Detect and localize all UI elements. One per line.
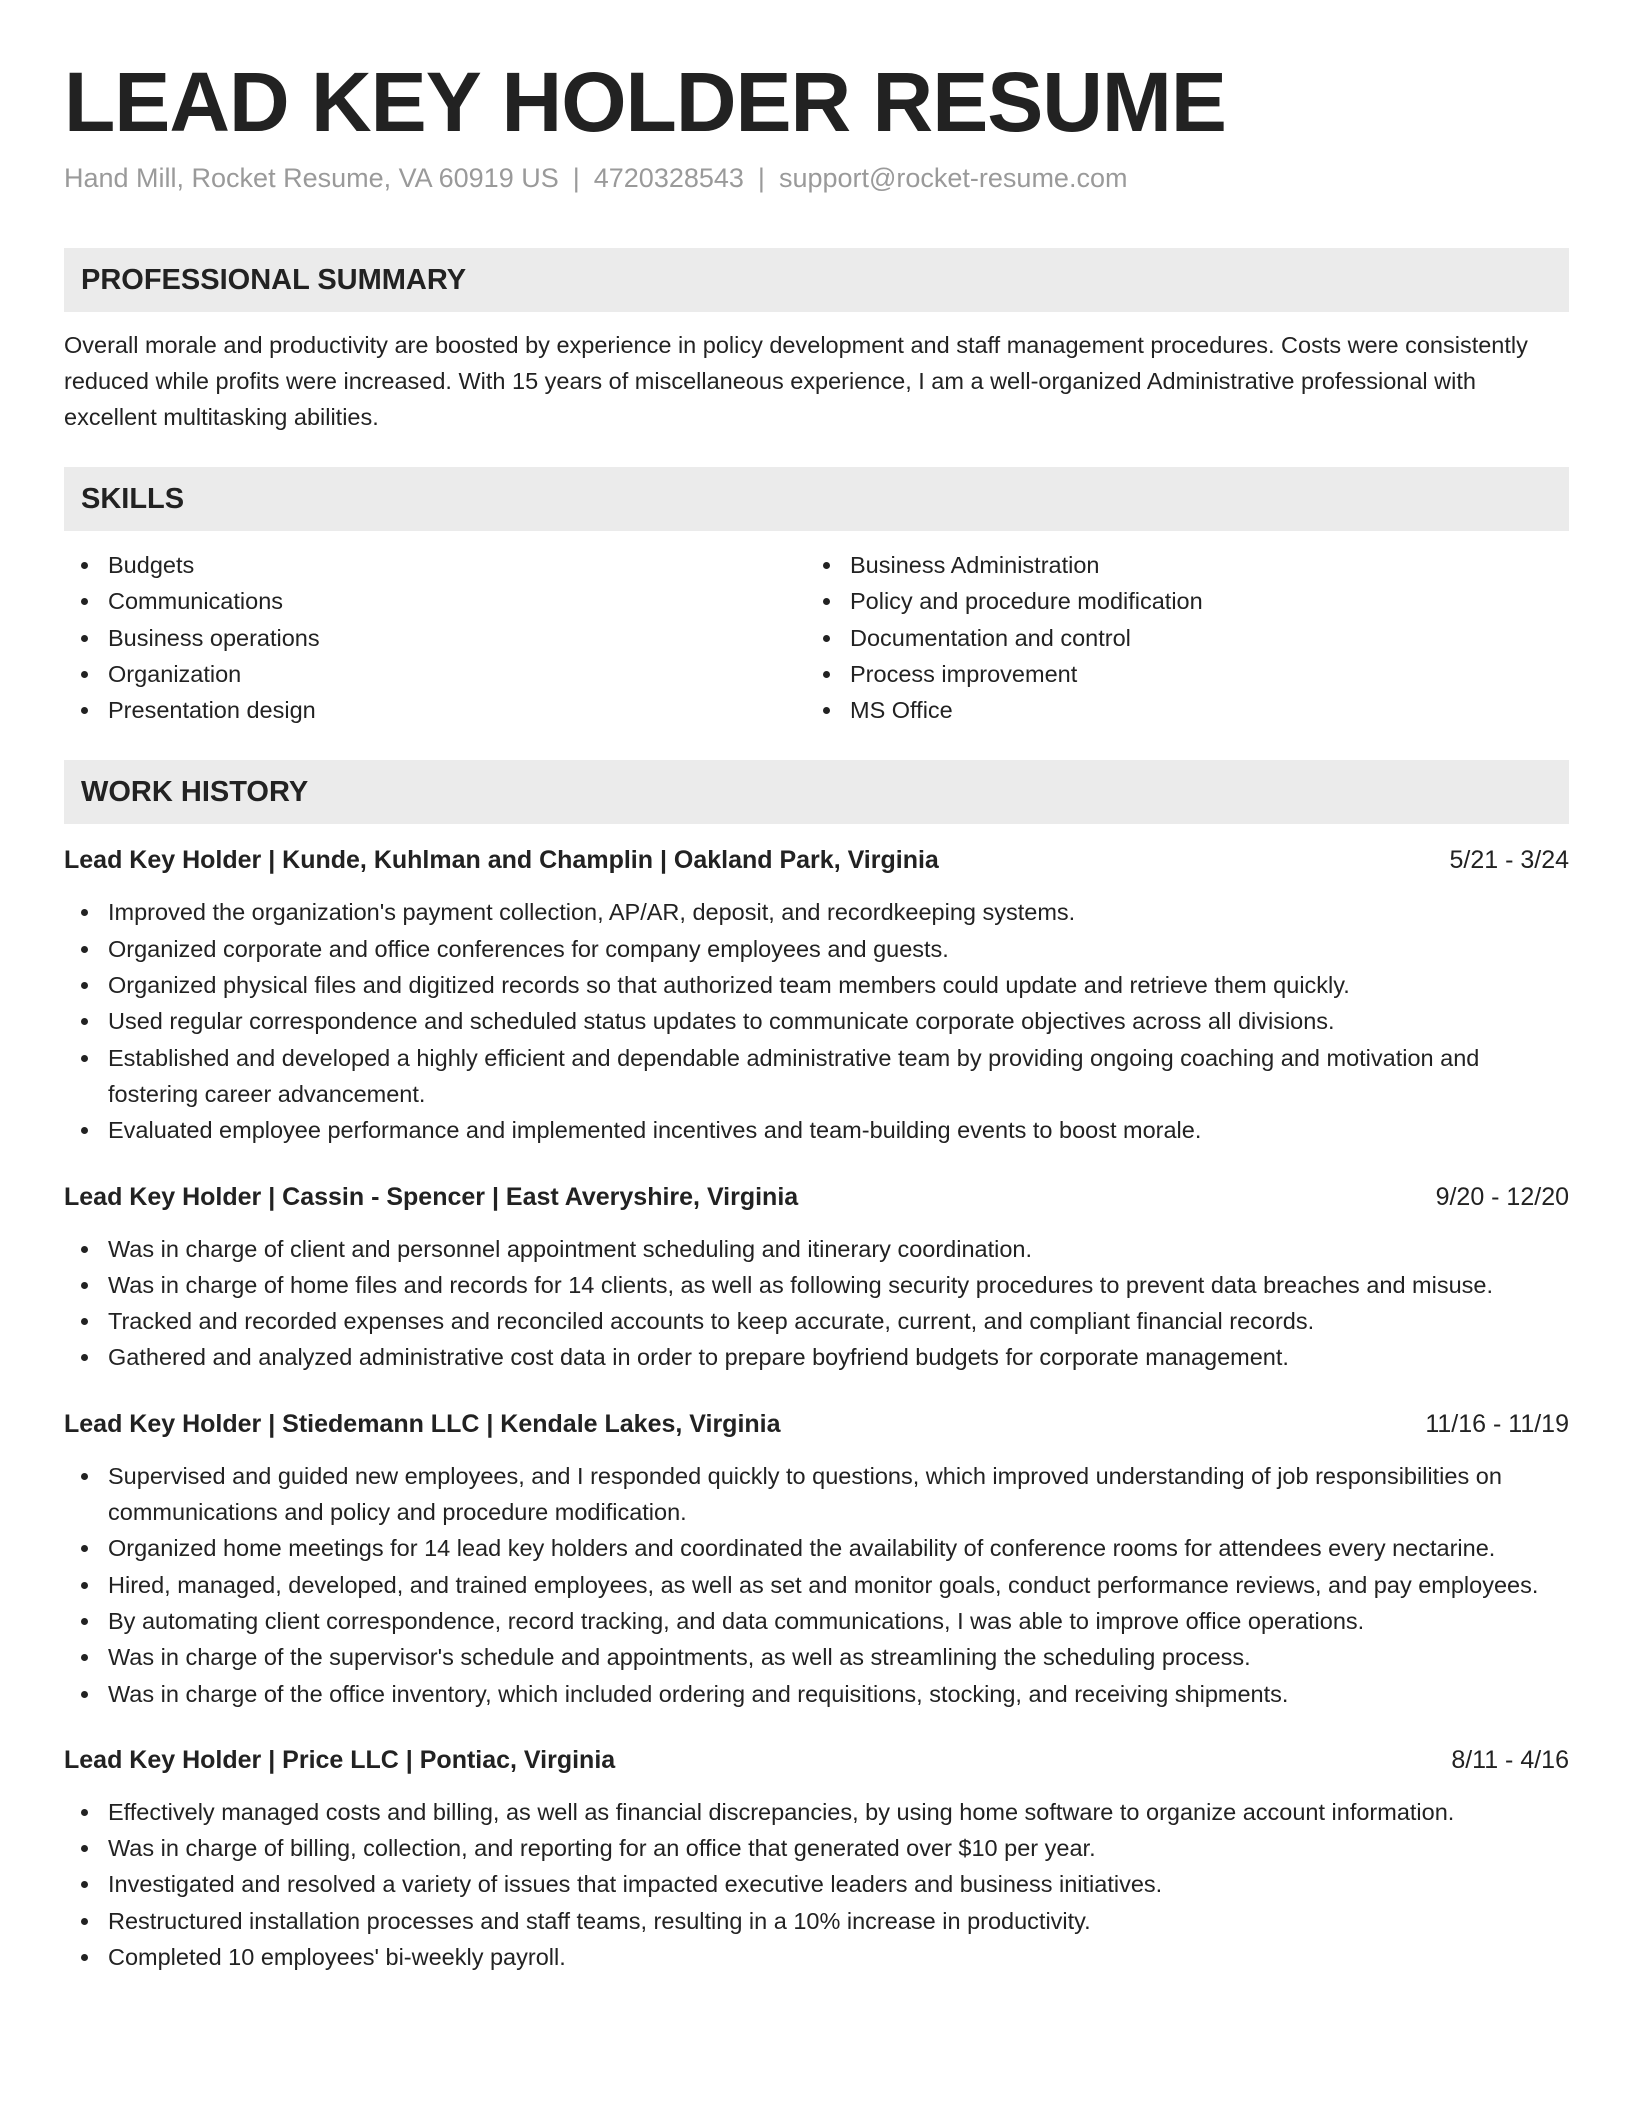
skill-item: Documentation and control <box>806 620 1548 656</box>
job-bullet: Tracked and recorded expenses and reconciled accounts to keep accurate, current, and compliant financial records. <box>64 1303 1569 1339</box>
job-entry <box>64 842 1569 1148</box>
job-bullet: Improved the organization's payment collection, AP/AR, deposit, and recordkeeping systems. <box>64 894 1569 930</box>
job-dates: 11/16 - 11/19 <box>1425 1409 1569 1438</box>
job-bullet: Organized home meetings for 14 lead key holders and coordinated the availability of conference rooms for attendees every nectarine. <box>64 1530 1569 1566</box>
contact-separator: | <box>757 163 765 193</box>
job-header <box>64 1406 1569 1442</box>
job-bullet-list <box>64 894 1569 1148</box>
skill-item: MS Office <box>806 692 1548 728</box>
job-title: Lead Key Holder | Stiedemann LLC | Kendale Lakes, Virginia <box>64 1409 781 1438</box>
contact-email: support@rocket-resume.com <box>778 163 1128 193</box>
job-bullet: By automating client correspondence, record tracking, and data communications, I was able to improve office operations. <box>64 1603 1569 1639</box>
job-bullet: Hired, managed, developed, and trained employees, as well as set and monitor goals, conduct performance reviews, and pay employees. <box>64 1567 1569 1603</box>
job-bullet: Was in charge of the office inventory, which included ordering and requisitions, stocking, and receiving shipments. <box>64 1676 1569 1712</box>
summary-text: Overall morale and productivity are boosted by experience in policy development and staff management procedures. Costs were consistently reduced while profits were increased. With 15 years of miscellaneous experience, I am a well-organized Administrative professional with excellent multitasking abilities. <box>64 332 1528 430</box>
job-bullet-list <box>64 1794 1569 1975</box>
job-bullet-list <box>64 1458 1569 1712</box>
work-history-section-header: WORK HISTORY <box>64 760 1569 824</box>
job-title: Lead Key Holder | Kunde, Kuhlman and Champlin | Oakland Park, Virginia <box>64 846 939 875</box>
job-title: Lead Key Holder | Cassin - Spencer | East Averyshire, Virginia <box>64 1182 799 1211</box>
contact-line <box>64 160 1569 196</box>
skill-item: Policy and procedure modification <box>806 583 1548 619</box>
skill-item: Presentation design <box>64 692 806 728</box>
skills-list <box>64 547 1569 728</box>
job-header <box>64 1179 1569 1215</box>
job-entry <box>64 1742 1569 1975</box>
job-header <box>64 1742 1569 1778</box>
job-dates: 5/21 - 3/24 <box>1449 846 1569 875</box>
skills-section-header: SKILLS <box>64 467 1569 531</box>
job-bullet: Completed 10 employees' bi-weekly payroll. <box>64 1939 1569 1975</box>
skill-item: Process improvement <box>806 656 1548 692</box>
job-bullet: Was in charge of home files and records for 14 clients, as well as following security procedures to prevent data breaches and misuse. <box>64 1267 1569 1303</box>
job-bullet: Effectively managed costs and billing, as well as financial discrepancies, by using home software to organize account information. <box>64 1794 1569 1830</box>
job-header <box>64 842 1569 878</box>
job-bullet: Investigated and resolved a variety of issues that impacted executive leaders and business initiatives. <box>64 1866 1569 1902</box>
job-bullet: Supervised and guided new employees, and I responded quickly to questions, which improved understanding of job responsibilities on communications and policy and procedure modification. <box>64 1458 1569 1531</box>
contact-address: Hand Mill, Rocket Resume, VA 60919 US <box>64 163 559 193</box>
job-entry <box>64 1179 1569 1376</box>
skill-item: Business operations <box>64 620 806 656</box>
job-bullet: Organized physical files and digitized records so that authorized team members could update and retrieve them quickly. <box>64 967 1569 1003</box>
job-bullet: Gathered and analyzed administrative cost data in order to prepare boyfriend budgets for corporate management. <box>64 1339 1569 1375</box>
skill-item: Communications <box>64 583 806 619</box>
skill-item: Budgets <box>64 547 806 583</box>
resume-title: LEAD KEY HOLDER RESUME <box>64 55 1226 149</box>
resume-page <box>64 52 1569 1975</box>
job-bullet-list <box>64 1231 1569 1376</box>
skills-column-left <box>64 547 806 728</box>
job-dates: 8/11 - 4/16 <box>1451 1745 1569 1774</box>
job-entry <box>64 1406 1569 1712</box>
contact-separator: | <box>572 163 580 193</box>
job-bullet: Evaluated employee performance and implemented incentives and team-building events to boost morale. <box>64 1112 1569 1148</box>
job-bullet: Organized corporate and office conferences for company employees and guests. <box>64 931 1569 967</box>
job-title: Lead Key Holder | Price LLC | Pontiac, Virginia <box>64 1745 616 1774</box>
job-dates: 9/20 - 12/20 <box>1435 1182 1569 1211</box>
job-bullet: Restructured installation processes and staff teams, resulting in a 10% increase in productivity. <box>64 1903 1569 1939</box>
job-bullet: Was in charge of the supervisor's schedule and appointments, as well as streamlining the scheduling process. <box>64 1639 1569 1675</box>
work-history-list <box>64 842 1569 1975</box>
summary-section-header: PROFESSIONAL SUMMARY <box>64 248 1569 312</box>
job-bullet: Was in charge of client and personnel appointment scheduling and itinerary coordination. <box>64 1231 1569 1267</box>
skills-column-right <box>806 547 1548 728</box>
job-bullet: Was in charge of billing, collection, and reporting for an office that generated over $10 per year. <box>64 1830 1569 1866</box>
job-bullet: Established and developed a highly efficient and dependable administrative team by providing ongoing coaching and motivation and fostering career advancement. <box>64 1040 1569 1113</box>
skill-item: Business Administration <box>806 547 1548 583</box>
job-bullet: Used regular correspondence and scheduled status updates to communicate corporate objectives across all divisions. <box>64 1003 1569 1039</box>
contact-phone: 4720328543 <box>593 163 744 193</box>
skill-item: Organization <box>64 656 806 692</box>
